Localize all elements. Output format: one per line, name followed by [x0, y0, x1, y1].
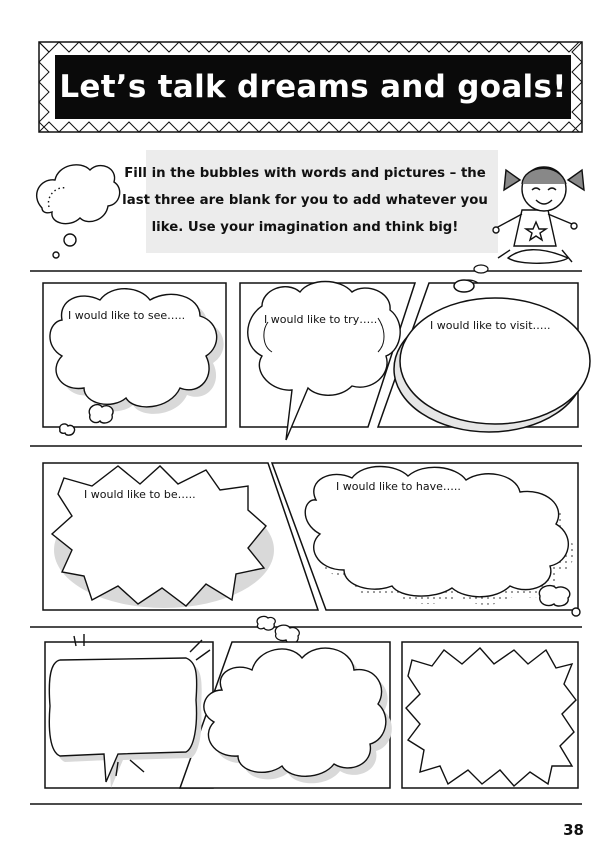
thought-cloud-decoration: [37, 165, 120, 258]
bubble-label-have: I would like to have…..: [336, 480, 461, 493]
bubble-label-see: I would like to see…..: [68, 309, 186, 322]
floating-bubbles: [257, 616, 299, 643]
bubble-label-be: I would like to be…..: [84, 488, 196, 501]
bubble-label-try: I would like to try…..: [264, 313, 378, 326]
girl-character-illustration: [493, 167, 584, 263]
blank-bubble-3: [406, 648, 576, 786]
intro-instructions: Fill in the bubbles with words and pictures – the last three are blank for you to add whatever you like. Use your imagination and think big!: [122, 166, 488, 235]
bubble-label-visit: I would like to visit…..: [430, 319, 551, 332]
page-number: 38: [563, 821, 584, 839]
page-title: Let’s talk dreams and goals!: [59, 69, 567, 105]
